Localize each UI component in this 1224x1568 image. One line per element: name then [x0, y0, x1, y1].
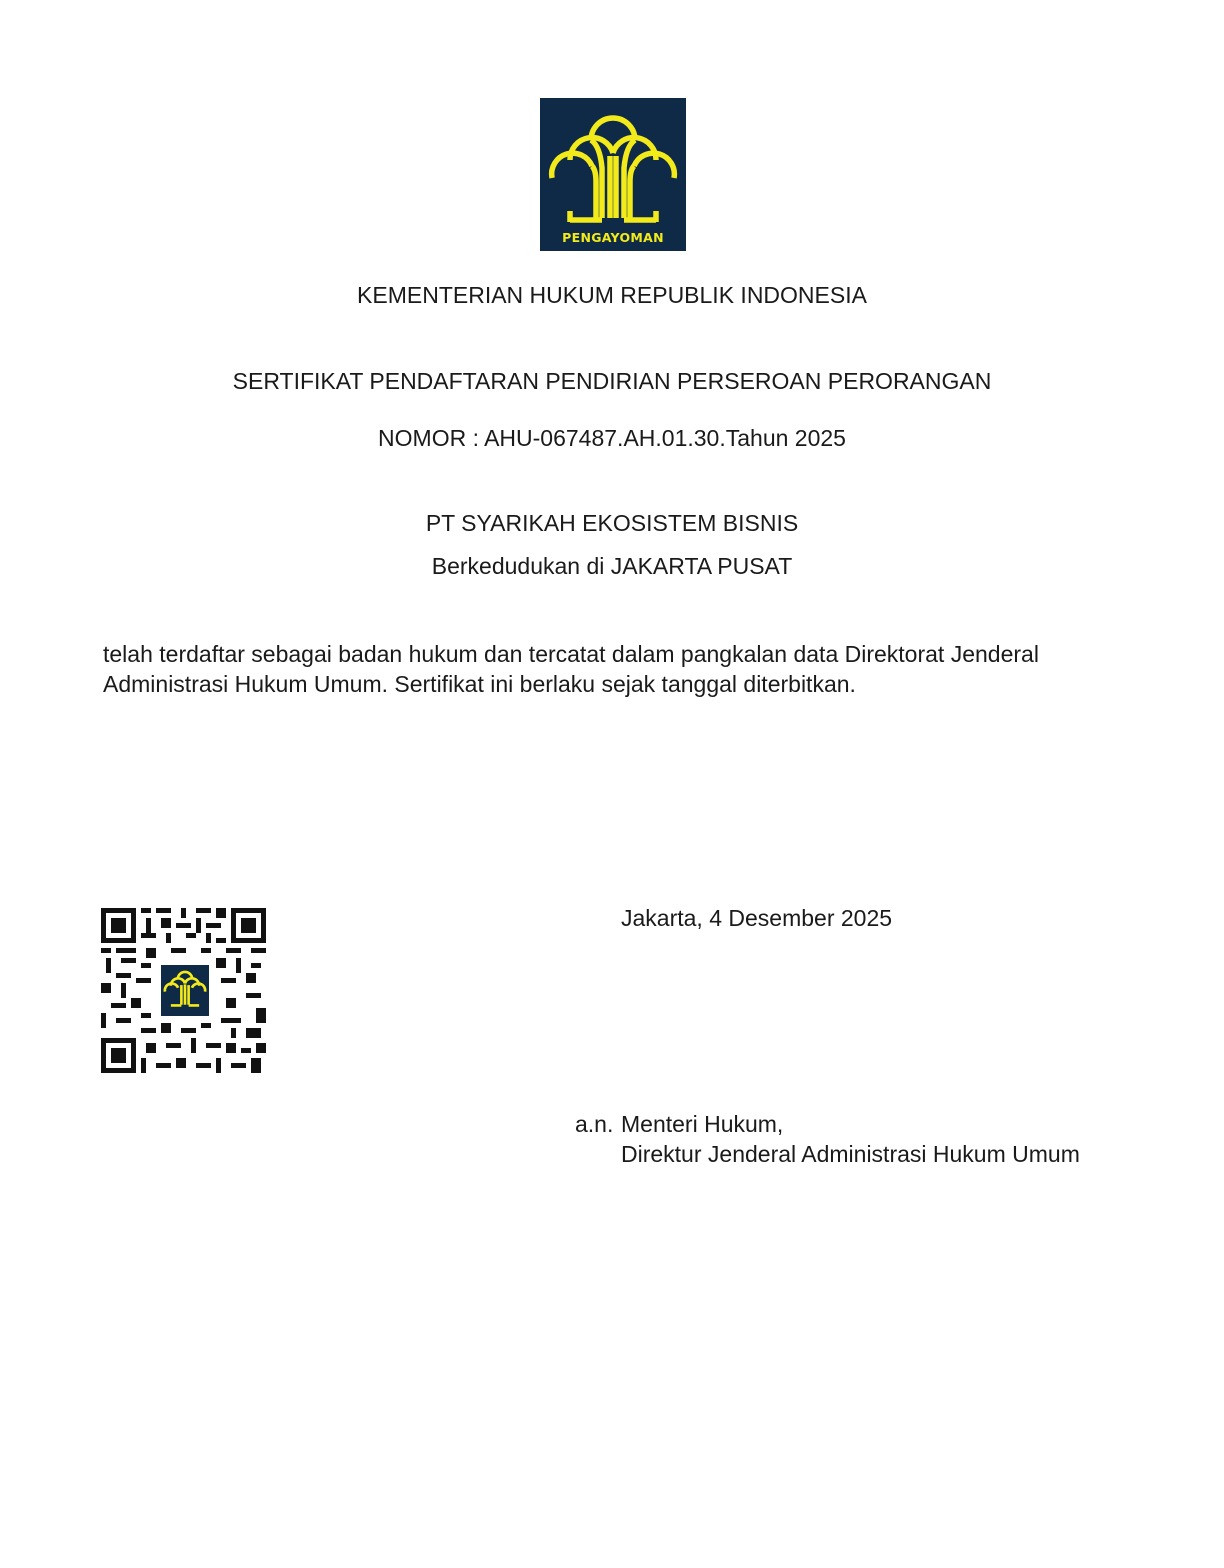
on-behalf-prefix: a.n.	[575, 1111, 614, 1137]
pengayoman-tree-icon	[540, 98, 686, 251]
certificate-number: NOMOR : AHU-067487.AH.01.30.Tahun 2025	[378, 425, 846, 451]
company-domicile: Berkedudukan di JAKARTA PUSAT	[431, 553, 793, 579]
pengayoman-tree-icon	[161, 965, 209, 1016]
company-name: PT SYARIKAH EKOSISTEM BISNIS	[425, 510, 799, 536]
statement-line-2: Administrasi Hukum Umum. Sertifikat ini berlaku sejak tanggal diterbitkan.	[103, 671, 856, 697]
ministry-logo	[540, 98, 686, 251]
place-date: Jakarta, 4 Desember 2025	[621, 905, 893, 931]
on-behalf-of: Menteri Hukum,	[621, 1111, 784, 1137]
qr-code	[101, 908, 266, 1073]
certificate-statement	[103, 639, 1133, 699]
signatory-title: Direktur Jenderal Administrasi Hukum Umum	[621, 1141, 1080, 1167]
certificate-title: SERTIFIKAT PENDAFTARAN PENDIRIAN PERSEROAN PERORANGAN	[232, 368, 992, 394]
logo-caption: PENGAYOMAN	[562, 230, 664, 245]
statement-line-1: telah terdaftar sebagai badan hukum dan tercatat dalam pangkalan data Direktorat Jenderal	[103, 641, 1039, 667]
qr-center-logo	[161, 965, 209, 1016]
ministry-name: KEMENTERIAN HUKUM REPUBLIK INDONESIA	[357, 282, 867, 308]
